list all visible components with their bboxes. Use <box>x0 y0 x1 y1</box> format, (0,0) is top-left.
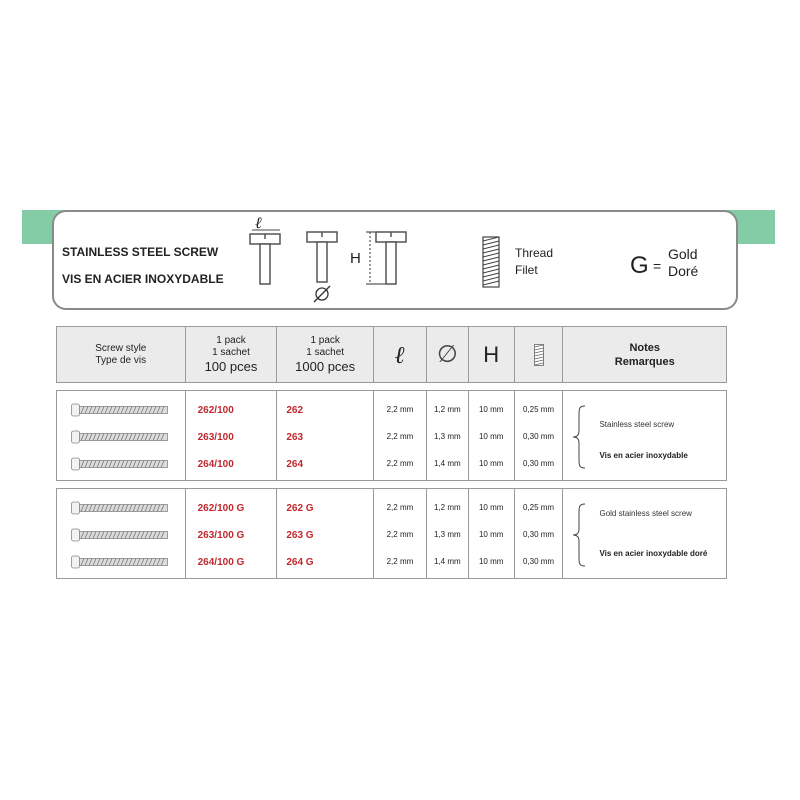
thread-symbol-icon <box>534 344 544 366</box>
diameter-symbol-icon: ∅ <box>436 340 458 368</box>
gold-equals: = <box>653 258 662 274</box>
diameter-cell: 1,3 mm <box>433 432 461 441</box>
thread-cell: 0,25 mm <box>522 405 555 414</box>
ref-1000-cell: 262 <box>286 405 304 416</box>
header-pack1-fr: 1 sachet <box>212 346 250 358</box>
diameter-cell: 1,4 mm <box>433 557 461 566</box>
header-length <box>374 327 427 382</box>
header-pack1-en: 1 pack <box>216 334 246 346</box>
length-cell: 2,2 mm <box>386 557 414 566</box>
screw-length-icon <box>246 214 286 290</box>
table-group-gold <box>56 488 727 579</box>
header-pack2-en: 1 pack <box>310 334 340 346</box>
length-column <box>374 391 427 480</box>
screw-height-icon <box>364 226 410 290</box>
notes-column <box>563 391 726 480</box>
header-height <box>469 327 515 382</box>
header-thread <box>515 327 564 382</box>
ref-100-cell: 264/100 G <box>197 557 245 568</box>
thread-label-french: Filet <box>515 263 538 277</box>
diameter-cell: 1,2 mm <box>433 503 461 512</box>
ref-100-cell: 263/100 <box>197 432 234 443</box>
length-cell: 2,2 mm <box>386 459 414 468</box>
header-pack2-qty: 1000 pces <box>295 358 356 374</box>
length-cell: 2,2 mm <box>386 530 414 539</box>
diameter-cell: 1,4 mm <box>433 459 461 468</box>
screw-image <box>71 430 171 444</box>
height-column <box>469 489 515 578</box>
ref-100-column <box>186 489 278 578</box>
diameter-cell: 1,3 mm <box>433 530 461 539</box>
thread-cell: 0,30 mm <box>522 530 555 539</box>
height-cell: 10 mm <box>478 557 504 566</box>
ref-1000-cell: 264 G <box>286 557 314 568</box>
gold-english: Gold <box>668 246 698 262</box>
header-pack2-fr: 1 sachet <box>306 346 345 358</box>
ref-1000-column <box>277 391 374 480</box>
thread-column <box>515 391 564 480</box>
screw-image <box>71 528 171 542</box>
ref-1000-cell: 263 G <box>286 530 314 541</box>
thread-label-english: Thread <box>515 246 554 260</box>
screw-image <box>71 555 171 569</box>
thread-cell: 0,25 mm <box>522 503 555 512</box>
gold-french: Doré <box>668 263 699 279</box>
gold-letter: G <box>630 252 649 279</box>
header-pack-1000 <box>277 327 374 382</box>
length-symbol-icon: ℓ <box>394 339 406 369</box>
thread-column <box>515 489 564 578</box>
header-diameter <box>427 327 469 382</box>
thread-cell: 0,30 mm <box>522 557 555 566</box>
svg-text:ℓ: ℓ <box>255 214 262 232</box>
header-notes-en: Notes <box>629 341 660 354</box>
ref-100-cell: 262/100 <box>197 405 234 416</box>
height-cell: 10 mm <box>478 503 504 512</box>
header-style-fr: Type de vis <box>95 354 147 366</box>
length-cell: 2,2 mm <box>386 432 414 441</box>
height-cell: 10 mm <box>478 459 504 468</box>
header-style-en: Screw style <box>95 342 147 354</box>
ref-100-cell: 262/100 G <box>197 503 245 514</box>
screw-image <box>71 501 171 515</box>
screw-image-column <box>57 391 186 480</box>
title-english: STAINLESS STEEL SCREW <box>62 245 219 259</box>
table-header <box>56 326 727 383</box>
length-cell: 2,2 mm <box>386 503 414 512</box>
ref-100-column <box>186 391 278 480</box>
title-french: VIS EN ACIER INOXYDABLE <box>62 272 224 286</box>
screw-image <box>71 457 171 471</box>
screw-image-column <box>57 489 186 578</box>
ref-100-cell: 264/100 <box>197 459 234 470</box>
diameter-column <box>427 391 469 480</box>
ref-1000-cell: 264 <box>286 459 304 470</box>
thread-cell: 0,30 mm <box>522 459 555 468</box>
ref-1000-column <box>277 489 374 578</box>
table-group-stainless <box>56 390 727 481</box>
length-cell: 2,2 mm <box>386 405 414 414</box>
header-pack1-qty: 100 pces <box>204 358 258 374</box>
header-screw-style <box>57 327 186 382</box>
ref-100-cell: 263/100 G <box>197 530 245 541</box>
diameter-cell: 1,2 mm <box>433 405 461 414</box>
notes-column <box>563 489 726 578</box>
screw-image <box>71 403 171 417</box>
length-column <box>374 489 427 578</box>
height-cell: 10 mm <box>478 405 504 414</box>
height-symbol: H <box>483 341 500 367</box>
screw-diameter-icon <box>302 224 342 304</box>
height-cell: 10 mm <box>478 530 504 539</box>
note-french: Vis en acier inoxydable doré <box>599 549 708 558</box>
gold-legend <box>668 246 698 280</box>
brace-icon <box>571 503 587 567</box>
header-pack-100 <box>186 327 278 382</box>
thread-cell: 0,30 mm <box>522 432 555 441</box>
header-notes-fr: Remarques <box>614 355 675 368</box>
thread-icon <box>482 236 500 288</box>
ref-1000-cell: 263 <box>286 432 304 443</box>
diameter-column <box>427 489 469 578</box>
note-english: Gold stainless steel screw <box>599 509 692 518</box>
header-notes <box>563 327 726 382</box>
note-english: Stainless steel screw <box>599 420 675 429</box>
ref-1000-cell: 262 G <box>286 503 314 514</box>
height-label: H <box>350 250 361 267</box>
height-cell: 10 mm <box>478 432 504 441</box>
brace-icon <box>571 405 587 469</box>
note-french: Vis en acier inoxydable <box>599 451 688 460</box>
height-column <box>469 391 515 480</box>
